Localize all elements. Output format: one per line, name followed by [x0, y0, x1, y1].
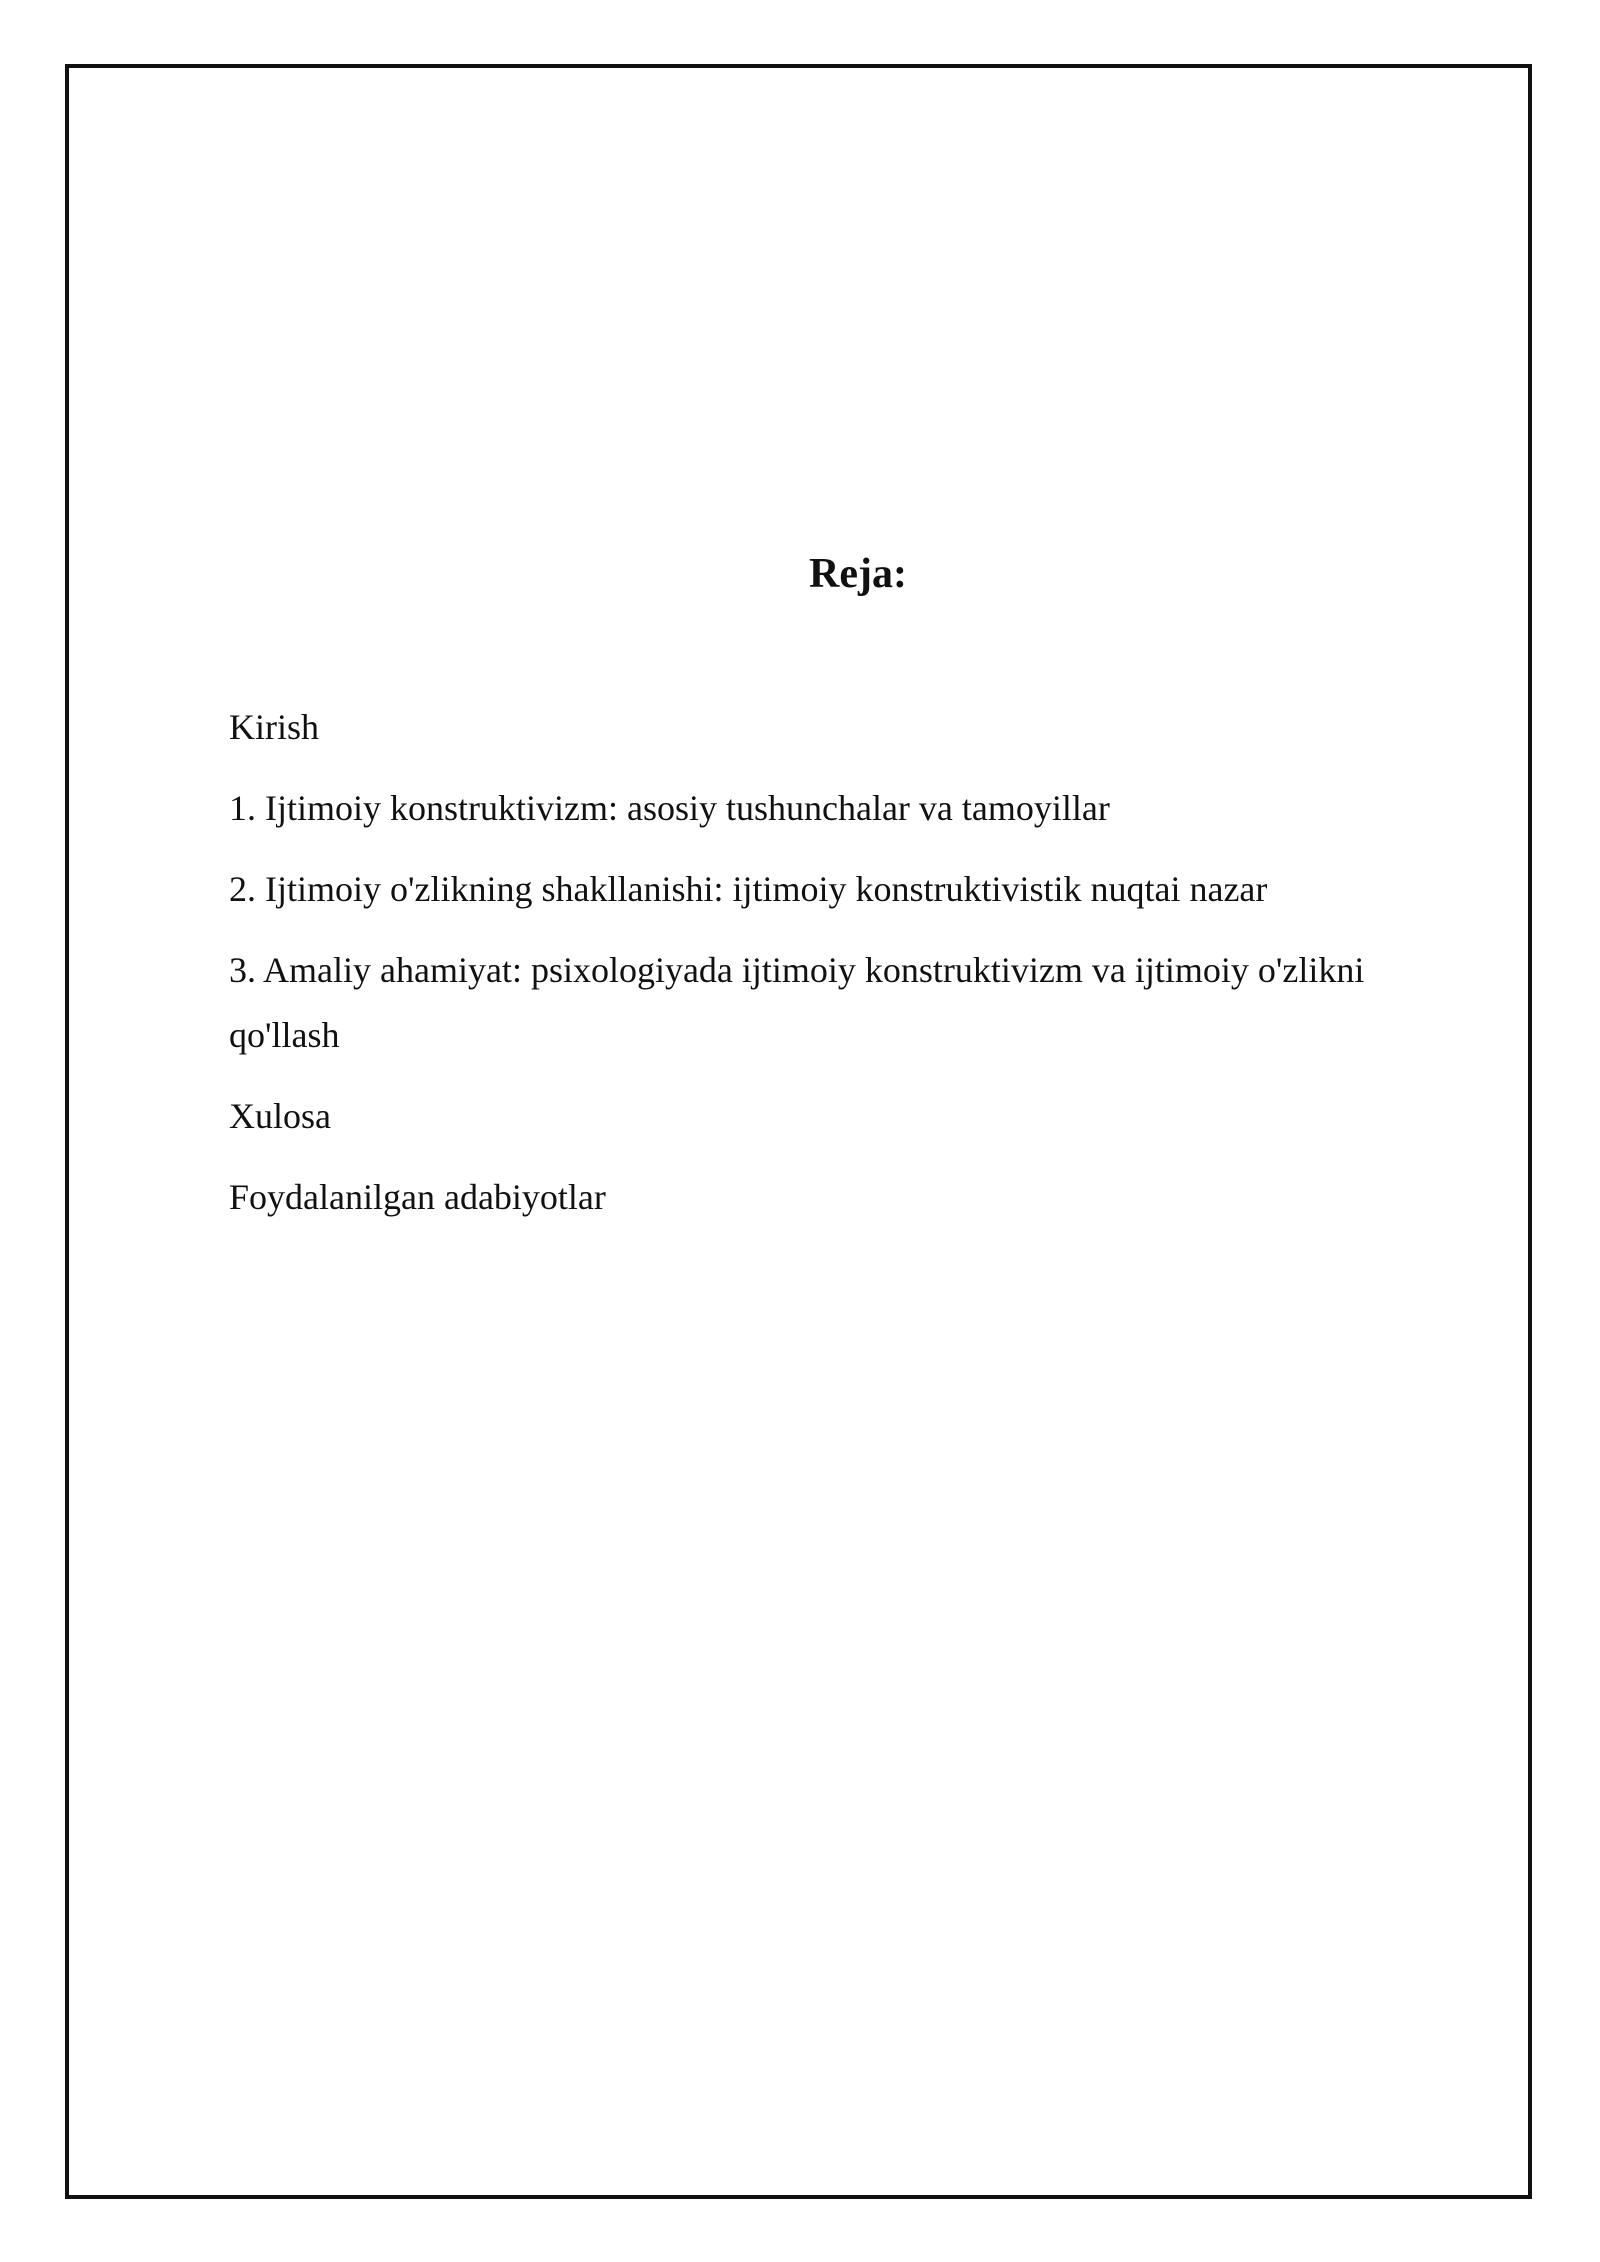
toc-item-chapter-2: 2. Ijtimoiy o'zlikning shakllanishi: ijtimoiy konstruktivistik nuqtai nazar	[229, 869, 1268, 909]
toc-item-conclusion: Xulosa	[229, 1096, 331, 1136]
page-title: Reja:	[809, 551, 907, 597]
toc-item-references: Foydalanilgan adabiyotlar	[229, 1177, 606, 1217]
table-of-contents	[229, 695, 1429, 1246]
toc-item-chapter-3: 3. Amaliy ahamiyat: psixologiyada ijtimoiy konstruktivizm va ijtimoiy o'zlikni qo'llash	[229, 950, 1365, 1055]
toc-item-chapter-1: 1. Ijtimoiy konstruktivizm: asosiy tushunchalar va tamoyillar	[229, 788, 1110, 828]
toc-item-introduction: Kirish	[229, 707, 319, 747]
